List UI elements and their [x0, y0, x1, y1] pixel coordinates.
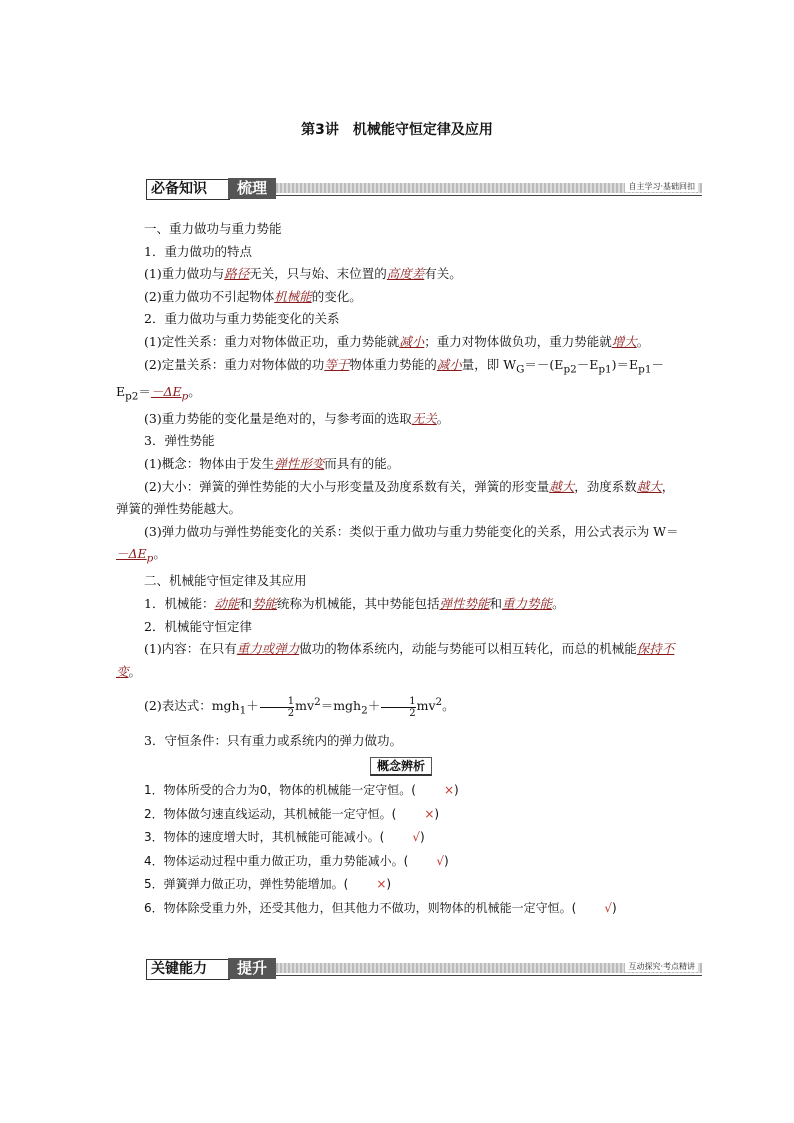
banner-tag: 互动探究·考点精讲 — [625, 961, 698, 972]
paragraph: (2)大小：弹簧的弹性势能的大小与形变量及劲度系数有关，弹簧的形变量越大，劲度系数越大，弹簧的弹性势能越大。 — [116, 478, 675, 517]
subheading: 2．重力做功与重力势能变化的关系 — [144, 311, 340, 327]
answer-text: 弹性形变 — [274, 455, 325, 471]
banner-label: 关键能力 — [146, 959, 230, 980]
concept-item: 6．物体除受重力外，还受其他力，但其他力不做功，则物体的机械能一定守恒。( √) — [116, 897, 686, 921]
paragraph: (2)定量关系：重力对物体做的功等于物体重力势能的减小量，即 $W_G=-(E_{p2}-E_{p1})=E_{p1}-E_{p2}=-\Delta E_p$。 — [116, 356, 664, 403]
paragraph: 3．守恒条件：只有重力或系统内的弹力做功。 — [144, 733, 402, 749]
page-title: 第3讲 机械能守恒定律及应用 — [301, 122, 493, 138]
subheading: 3．弹性势能 — [144, 433, 215, 449]
banner-label: 必备知识 — [146, 179, 230, 200]
banner-emphasis: 提升 — [228, 958, 276, 979]
concept-item: 1．物体所受的合力为0，物体的机械能一定守恒。( ×) — [116, 779, 686, 803]
concept-item: 4．物体运动过程中重力做正功，重力势能减小。( √) — [116, 850, 686, 874]
concept-item: 5．弹簧弹力做正功，弹性势能增加。( ×) — [116, 873, 686, 897]
answer-mark: × — [443, 783, 455, 798]
fraction: $\frac{1}{2}$ — [260, 696, 294, 719]
answer-text: 弹性势能 — [439, 596, 490, 611]
fraction: $\frac{1}{2}$ — [381, 696, 415, 719]
banner-rule — [276, 975, 702, 976]
paragraph: 1．机械能：动能和势能统称为机械能，其中势能包括弹性势能和重力势能。 — [144, 596, 565, 611]
section-banner-knowledge — [146, 178, 702, 200]
banner-emphasis: 梳理 — [228, 178, 276, 199]
section-heading: 一、重力做功与重力势能 — [144, 221, 282, 236]
answer-mark: √ — [604, 900, 612, 915]
answer-text: 势能 — [251, 596, 277, 611]
section-heading: 二、机械能守恒定律及其应用 — [144, 573, 307, 589]
answer-text: $-\Delta E_p$ — [150, 383, 189, 403]
answer-text: 机械能 — [274, 288, 312, 304]
answer-text: 保持不变 — [116, 641, 675, 679]
formula-paragraph: (2)表达式：mgh$_1$＋ $\frac{1}{2}$ $mv^2=mgh_2+$ $\frac{1}{2}$ $mv^2$。 — [144, 695, 455, 719]
answer-text: 越大 — [636, 478, 662, 494]
answer-text: 高度差 — [386, 266, 425, 282]
concept-item: 3．物体的速度增大时，其机械能可能减小。( √) — [116, 826, 686, 850]
answer-text: 动能 — [214, 596, 240, 611]
answer-mark: √ — [412, 830, 420, 845]
paragraph: (1)概念：物体由于发生弹性形变而具有的能。 — [144, 455, 400, 471]
answer-text: 等于 — [324, 356, 350, 372]
answer-mark: × — [376, 877, 387, 892]
answer-text: $-\Delta E_p$ — [116, 546, 154, 565]
answer-text: 无关 — [411, 410, 437, 426]
subheading: 1．重力做功的特点 — [144, 243, 252, 259]
answer-mark: × — [424, 806, 435, 821]
paragraph: (2)重力做功不引起物体机械能的变化。 — [144, 288, 362, 304]
paragraph: (3)重力势能的变化量是绝对的，与参考面的选取无关。 — [144, 410, 450, 426]
answer-text: 减小 — [436, 356, 462, 372]
concept-item: 2．物体做匀速直线运动，其机械能一定守恒。( ×) — [116, 803, 686, 827]
banner-rule — [276, 195, 702, 196]
paragraph: (1)内容：在只有重力或弹力做功的物体系统内，动能与势能可以相互转化，而总的机械能保持不变。 — [116, 641, 675, 679]
concept-list — [116, 779, 686, 920]
paragraph: (1)重力做功与路径无关，只与始、末位置的高度差有关。 — [144, 266, 462, 282]
answer-text: 越大 — [549, 478, 575, 494]
section-banner-ability — [146, 958, 702, 980]
paragraph: (3)弹力做功与弹性势能变化的关系：类似于重力做功与重力势能变化的关系，用公式表示为 $W=-\Delta E_p$。 — [116, 523, 679, 565]
answer-text: 增大 — [611, 333, 637, 349]
concept-box: 概念辨析 — [116, 755, 686, 778]
banner-tag: 自主学习·基础回扣 — [625, 181, 698, 192]
answer-mark: √ — [436, 853, 444, 868]
answer-text: 路径 — [224, 266, 250, 282]
subheading: 2．机械能守恒定律 — [144, 618, 252, 634]
paragraph: (1)定性关系：重力对物体做正功，重力势能就减小；重力对物体做负功，重力势能就增大。 — [144, 333, 650, 349]
answer-text: 减小 — [399, 333, 425, 349]
main-content — [116, 218, 686, 920]
answer-text: 重力势能 — [502, 596, 553, 611]
answer-text: 重力或弹力 — [236, 641, 300, 657]
